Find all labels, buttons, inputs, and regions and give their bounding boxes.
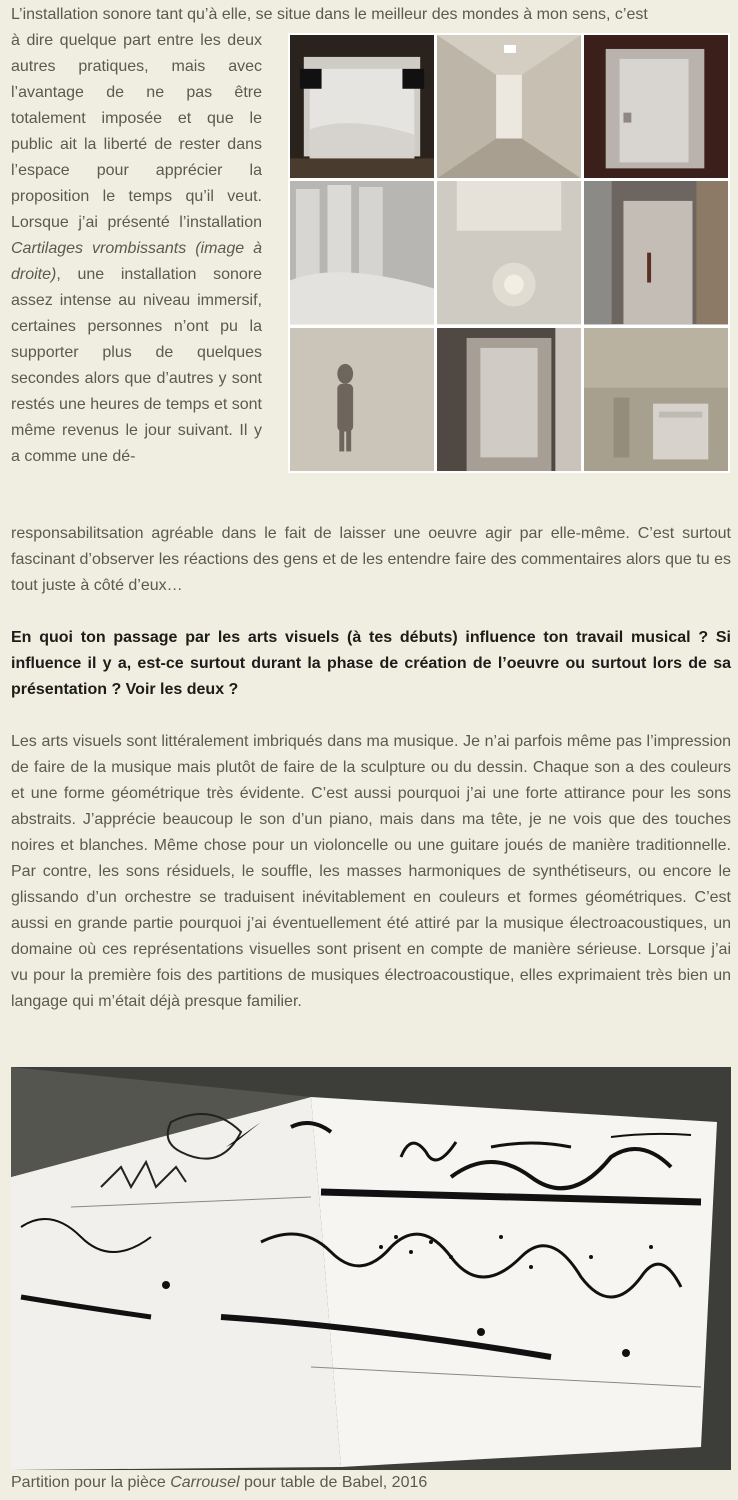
intro-paragraph-continuation: responsabilitsation agréable dans le fait de laisser une oeuvre agir par elle-même. C’est surtout fascinant d’observer les réactions des gens et de les entendre faire des commentaires alors que tu es tout juste à côté d’eux… — [11, 525, 731, 594]
intro-text-part1: à dire quelque part entre les deux autres pratiques, mais avec l’avantage de ne pas être totalement imposée et que le public ait la liberté de rester dans l’espace pour apprécier la proposition le temps qu’il veut. Lorsque j’ai présenté l’installation — [11, 32, 262, 231]
intro-paragraph-left-column — [11, 28, 262, 470]
installation-photo-6 — [584, 181, 728, 324]
installation-photo-9 — [584, 328, 728, 471]
intro-text-part2: , une installation sonore assez intense au niveau immersif, certaines personnes n’ont pu la supporter plus de quelques secondes alors que d’autres y sont restés une heures de temps et sont même revenus le jour suivant. Il y a comme une dé- — [11, 266, 262, 465]
caption-piece-title: Carrousel — [170, 1474, 240, 1491]
score-caption — [11, 1471, 427, 1495]
installation-photo-grid — [288, 33, 730, 473]
score-photo — [11, 1067, 731, 1470]
installation-photo-5 — [437, 181, 581, 324]
installation-photo-1 — [290, 35, 434, 178]
installation-photo-3 — [584, 35, 728, 178]
interview-question: En quoi ton passage par les arts visuels (à tes débuts) influence ton travail musical ? Si influence il y a, est-ce surtout durant la phase de création de l’oeuvre ou surtout lors de sa présentation ? Voir les deux ? — [11, 629, 731, 698]
installation-title: Cartilages vrombissants (image à droite) — [11, 240, 262, 283]
installation-photo-7 — [290, 328, 434, 471]
caption-prefix: Partition pour la pièce — [11, 1474, 171, 1491]
caption-suffix: pour table de Babel, 2016 — [239, 1474, 428, 1491]
installation-photo-8 — [437, 328, 581, 471]
intro-first-line: L’installation sonore tant qu’à elle, se situe dans le meilleur des mondes à mon sens, c’est — [11, 6, 648, 23]
interview-answer: Les arts visuels sont littéralement imbriqués dans ma musique. Je n’ai parfois même pas l’impression de faire de la musique mais plutôt de faire de la sculpture ou du dessin. Chaque son a des couleurs et une forme géométrique très évidente. C’est aussi pourquoi j’ai une forte attirance pour les sons abstraits. J’apprécie beaucoup le son d’un piano, mais dans ma tête, je ne vois que des touches noires et blanches. Même chose pour un violoncelle ou une guitare joués de manière traditionnelle. Par contre, les sons résiduels, le souffle, les masses harmoniques de synthétiseurs, ou encore le glissando d’un orchestre se traduisent inévitablement en couleurs et formes géométriques. C’est aussi en grande partie pourquoi j’ai éventuellement été attiré par la musique électroacoustiques, un domaine où ces représentations visuelles sont prisent en compte de manière sérieuse. Lorsque j’ai vu pour la première fois des partitions de musiques électroacoustique, elles exprimaient très bien un langage qui m’était déjà presque familier. — [11, 733, 731, 1010]
installation-photo-2 — [437, 35, 581, 178]
installation-photo-4 — [290, 181, 434, 324]
